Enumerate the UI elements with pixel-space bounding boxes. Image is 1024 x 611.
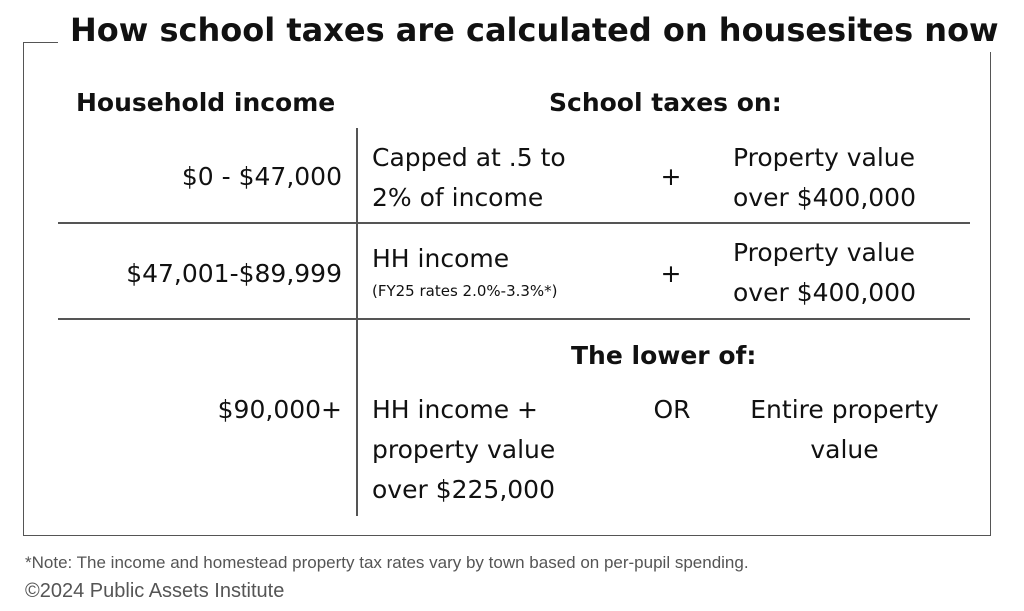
row-left-line: 2% of income: [372, 183, 544, 212]
row-right-line: Property value: [733, 143, 916, 172]
footnote: *Note: The income and homestead property tax rates vary by town based on per-pupil spending.: [25, 553, 749, 572]
row-divider-2: [58, 318, 970, 320]
row-divider-1: [58, 222, 970, 224]
row-income: $0 - $47,000: [181, 162, 342, 191]
row-right-line: Property value: [733, 238, 916, 267]
row-left-line: HH income +: [372, 395, 539, 424]
row-left-line: property value: [372, 435, 556, 464]
row-left-line: over $225,000: [372, 475, 555, 504]
column-divider: [356, 128, 358, 516]
row-left-line: HH income: [372, 244, 510, 273]
row-operator: +: [660, 162, 682, 191]
header-household-income: Household income: [76, 88, 336, 117]
row-right-line: value: [810, 435, 879, 464]
row-left-line: Capped at .5 to: [372, 143, 566, 172]
row-income: $90,000+: [217, 395, 342, 424]
row-right-line: Entire property: [750, 395, 939, 424]
row-income: $47,001-$89,999: [126, 259, 342, 288]
page-title: How school taxes are calculated on housesites now: [58, 8, 1011, 52]
row-right-line: over $400,000: [733, 278, 916, 307]
copyright: ©2024 Public Assets Institute: [25, 580, 285, 602]
header-school-taxes: School taxes on:: [549, 88, 782, 117]
row-operator: OR: [653, 395, 691, 424]
row-right-line: over $400,000: [733, 183, 916, 212]
row-subheader: The lower of:: [571, 341, 757, 370]
row-operator: +: [660, 259, 682, 288]
row-rate-note: (FY25 rates 2.0%-3.3%*): [372, 282, 558, 300]
